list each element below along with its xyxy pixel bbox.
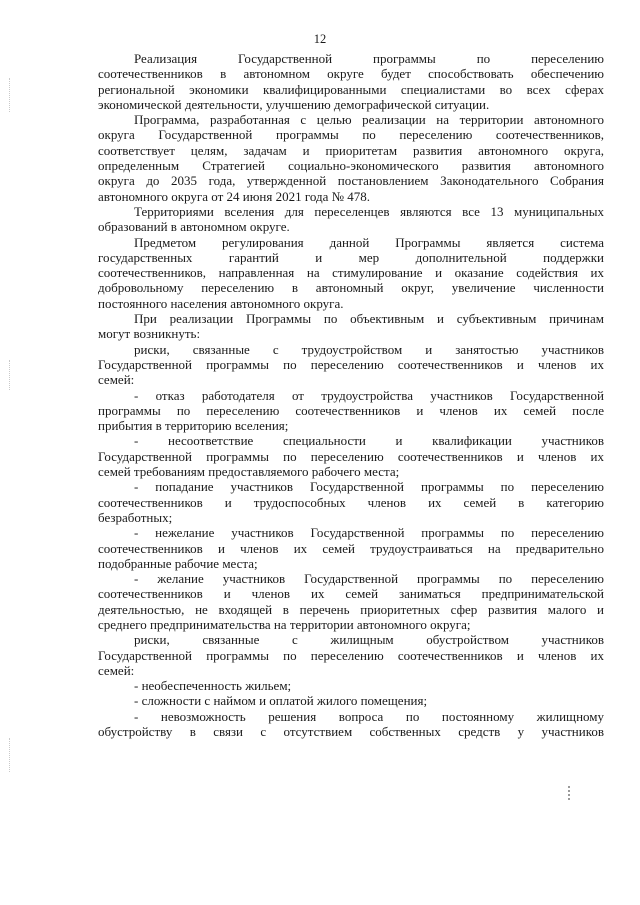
text-line: прибытия в территорию вселения; xyxy=(98,418,289,434)
text-line: Государственной программы по переселению соотечественников и членов их xyxy=(98,647,604,663)
text-line: - невозможность решения вопроса по постоянному жилищному xyxy=(134,708,604,724)
text-line: - желание участников Государственной программы по переселению xyxy=(134,571,604,587)
text-line: могут возникнуть: xyxy=(98,326,201,342)
text-line: обустройству в связи с отсутствием собственных средств у участников xyxy=(98,724,604,740)
text-line: соотечественников и трудоспособных членов их семей в категорию xyxy=(98,494,604,510)
text-line: При реализации Программы по объективным и субъективным причинам xyxy=(134,311,604,327)
text-line: экономической деятельности, улучшению демографической ситуации. xyxy=(98,96,490,112)
text-line: соответствует целям, задачам и приоритетам развития автономного округа, xyxy=(98,142,604,158)
text-line: региональной экономики квалифицированными специалистами во всех сферах xyxy=(98,81,604,97)
scan-margin-mark xyxy=(9,78,11,112)
text-line: Реализация Государственной программы по переселению xyxy=(134,51,604,66)
text-line: соотечественников, направленная на стимулирование и оказание содействия их xyxy=(98,265,604,281)
text-line: государственных гарантий и мер дополнительной поддержки xyxy=(98,249,604,265)
text-line: добровольному переселению в автономный округ, увеличение численности xyxy=(98,280,604,296)
text-line: программы по переселению соотечественников и членов их семей после xyxy=(98,402,604,418)
text-line: округа Государственной программы по переселению соотечественников, xyxy=(98,127,604,143)
text-line: - необеспеченность жильем; xyxy=(134,678,292,694)
text-line: Государственной программы по переселению соотечественников и членов их xyxy=(98,448,604,464)
text-line: семей: xyxy=(98,662,135,678)
text-line: Территориями вселения для переселенцев являются все 13 муниципальных xyxy=(134,203,604,219)
text-line: автономного округа от 24 июня 2021 года № 478. xyxy=(98,188,371,204)
text-line: риски, связанные с трудоустройством и занятостью участников xyxy=(134,341,604,357)
text-line: - отказ работодателя от трудоустройства участников Государственной xyxy=(134,387,604,403)
text-line: постоянного населения автономного округа. xyxy=(98,295,344,311)
text-line: соотечественников и членов их семей трудоустраиваться на предварительно xyxy=(98,540,604,556)
text-line: семей требованиям предоставляемого рабочего места; xyxy=(98,464,400,480)
text-line: Государственной программы по переселению соотечественников и членов их xyxy=(98,356,604,372)
text-line: подобранные рабочие места; xyxy=(98,555,258,571)
text-line: Программа, разработанная с целью реализации на территории автономного xyxy=(134,112,604,128)
text-line: - попадание участников Государственной программы по переселению xyxy=(134,479,604,495)
text-line: среднего предпринимательства на территории автономного округа; xyxy=(98,616,471,632)
text-line: соотечественников в автономном округе будет способствовать обеспечению xyxy=(98,66,604,82)
text-line: соотечественников и членов их семей заниматься предпринимательской xyxy=(98,586,604,602)
document-body xyxy=(98,51,604,739)
text-line: семей: xyxy=(98,372,135,388)
scan-margin-mark xyxy=(9,360,11,390)
text-line: округа до 2035 года, утвержденной постановлением Законодательного Собрания xyxy=(98,173,604,189)
scan-margin-mark xyxy=(9,738,11,772)
text-line: определенным Стратегией социально-экономического развития автономного xyxy=(98,158,604,174)
text-line: деятельностью, не входящей в перечень приоритетных сфер развития малого и xyxy=(98,601,604,617)
text-line: риски, связанные с жилищным обустройством участников xyxy=(134,632,604,648)
text-line: Предметом регулирования данной Программы является система xyxy=(134,234,604,250)
text-line: - нежелание участников Государственной программы по переселению xyxy=(134,525,604,541)
text-line: - сложности с наймом и оплатой жилого помещения; xyxy=(134,693,428,709)
scan-artifact-dots xyxy=(568,786,572,800)
text-line: безработных; xyxy=(98,509,173,525)
text-line: - несоответствие специальности и квалификации участников xyxy=(134,433,604,449)
text-line: образований в автономном округе. xyxy=(98,219,290,235)
page-number: 12 xyxy=(313,32,327,46)
